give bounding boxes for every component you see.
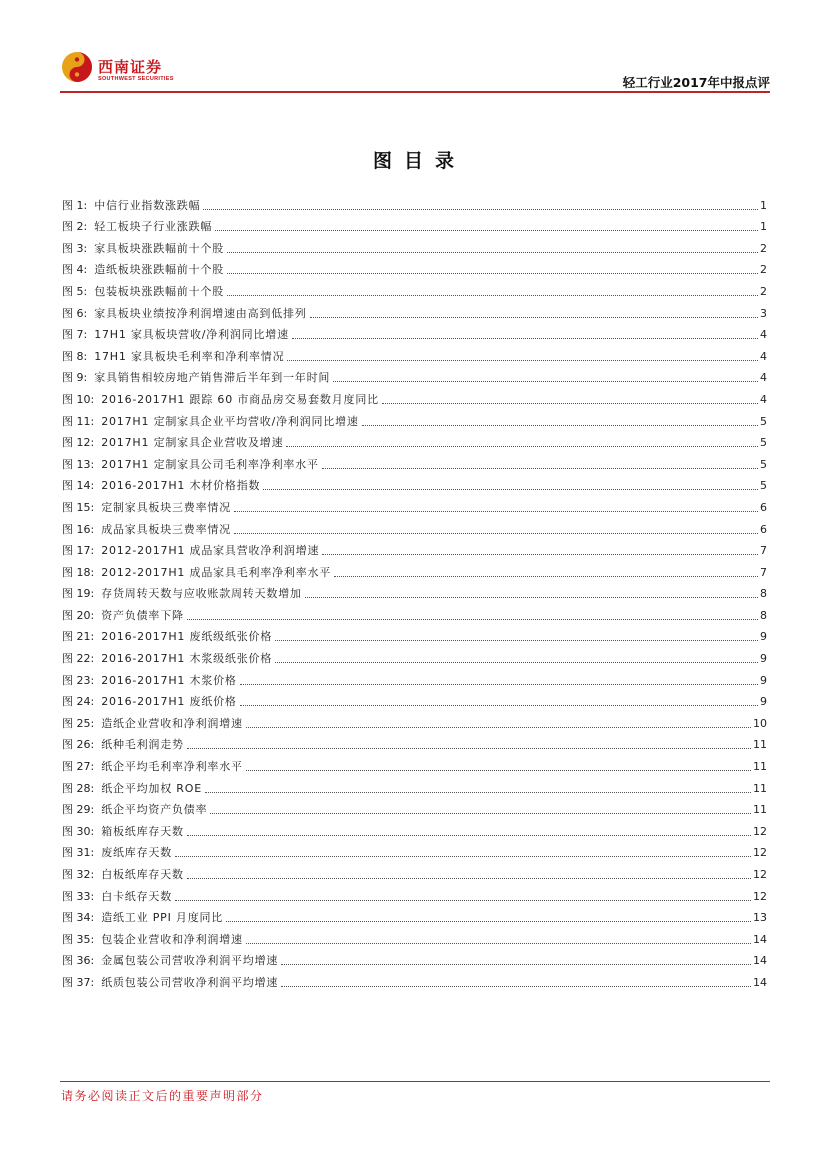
- toc-entry-text: 家具板块业绩按净利润增速由高到低排列: [94, 306, 307, 320]
- footer-divider: [60, 1081, 770, 1082]
- toc-dot-leader: [227, 272, 758, 274]
- toc-entry[interactable]: [62, 580, 767, 602]
- toc-entry-text: 定制家具板块三费率情况: [101, 500, 232, 514]
- toc-entry[interactable]: [62, 947, 767, 969]
- logo-english-name: SOUTHWEST SECURITIES: [98, 76, 174, 82]
- toc-entry[interactable]: [62, 515, 767, 537]
- toc-entry[interactable]: [62, 472, 767, 494]
- toc-entry-page: 4: [760, 328, 767, 342]
- toc-dot-leader: [234, 510, 758, 512]
- toc-entry[interactable]: [62, 752, 767, 774]
- toc-entry[interactable]: [62, 299, 767, 321]
- toc-dot-leader: [187, 877, 751, 879]
- header-divider: [60, 91, 770, 93]
- logo-chinese-name: 西南证券: [98, 58, 163, 76]
- toc-entry-text: 家具销售相较房地产销售滞后半年到一年时间: [94, 371, 331, 385]
- toc-entry-page: 6: [760, 500, 767, 514]
- toc-entry-label: 图 36:: [62, 954, 95, 968]
- toc-entry-text: 纸质包装公司营收净利润平均增速: [101, 975, 279, 989]
- toc-dot-leader: [292, 337, 758, 339]
- toc-entry-page: 5: [760, 479, 767, 493]
- toc-entry-label: 图 21:: [62, 630, 95, 644]
- toc-dot-leader: [203, 208, 758, 210]
- toc-entry-label: 图 17:: [62, 544, 95, 558]
- toc-entry-text: 2016-2017H1 木浆级纸张价格: [101, 652, 273, 666]
- toc-entry-page: 12: [753, 824, 767, 838]
- toc-entry-page: 7: [760, 544, 767, 558]
- toc-entry-text: 纸企平均资产负债率: [101, 803, 208, 817]
- toc-entry-label: 图 37:: [62, 975, 95, 989]
- toc-dot-leader: [275, 639, 758, 641]
- toc-dot-leader: [382, 402, 758, 404]
- toc-entry-text: 包装板块涨跌幅前十个股: [94, 284, 225, 298]
- toc-dot-leader: [362, 424, 758, 426]
- toc-entry-label: 图 10:: [62, 392, 95, 406]
- toc-entry-text: 2016-2017H1 跟踪 60 市商品房交易套数月度同比: [101, 392, 379, 406]
- toc-entry-text: 白卡纸存天数: [101, 889, 173, 903]
- toc-entry-text: 2016-2017H1 木浆价格: [101, 673, 237, 687]
- toc-entry-page: 11: [753, 803, 767, 817]
- toc-entry-text: 17H1 家具板块营收/净利润同比增速: [94, 328, 289, 342]
- toc-dot-leader: [281, 985, 751, 987]
- toc-entry-text: 2016-2017H1 废纸价格: [101, 695, 237, 709]
- toc-dot-leader: [246, 769, 751, 771]
- toc-entry-label: 图 34:: [62, 911, 95, 925]
- toc-entry-page: 9: [760, 673, 767, 687]
- toc-entry[interactable]: [62, 601, 767, 623]
- toc-entry[interactable]: [62, 364, 767, 386]
- toc-entry[interactable]: [62, 450, 767, 472]
- toc-entry-text: 2012-2017H1 成品家具营收净利润增速: [101, 544, 320, 558]
- toc-entry-page: 8: [760, 587, 767, 601]
- toc-dot-leader: [305, 596, 758, 598]
- toc-entry-text: 2017H1 定制家具企业平均营收/净利润同比增速: [101, 414, 359, 428]
- toc-dot-leader: [215, 229, 758, 231]
- toc-entry-page: 14: [753, 954, 767, 968]
- toc-entry[interactable]: [62, 688, 767, 710]
- toc-entry-page: 5: [760, 414, 767, 428]
- toc-entry-page: 11: [753, 738, 767, 752]
- toc-entry-label: 图 12:: [62, 436, 95, 450]
- toc-dot-leader: [240, 704, 758, 706]
- toc-entry-text: 存货周转天数与应收账款周转天数增加: [101, 587, 302, 601]
- toc-entry-text: 成品家具板块三费率情况: [101, 522, 232, 536]
- toc-dot-leader: [187, 834, 751, 836]
- toc-entry-text: 箱板纸库存天数: [101, 824, 184, 838]
- toc-entry-text: 家具板块涨跌幅前十个股: [94, 241, 225, 255]
- toc-entry-page: 9: [760, 695, 767, 709]
- toc-entry[interactable]: [62, 623, 767, 645]
- toc-entry[interactable]: [62, 321, 767, 343]
- toc-dot-leader: [187, 747, 751, 749]
- toc-entry[interactable]: [62, 234, 767, 256]
- toc-dot-leader: [227, 294, 758, 296]
- toc-entry-page: 4: [760, 371, 767, 385]
- toc-entry[interactable]: [62, 968, 767, 990]
- toc-entry-label: 图 6:: [62, 306, 88, 320]
- toc-entry-page: 7: [760, 565, 767, 579]
- toc-dot-leader: [333, 380, 758, 382]
- toc-entry-text: 2016-2017H1 废纸级纸张价格: [101, 630, 273, 644]
- toc-entry-page: 1: [760, 220, 767, 234]
- toc-entry-label: 图 3:: [62, 241, 88, 255]
- toc-entry-page: 5: [760, 436, 767, 450]
- disclaimer-note: 请务必阅读正文后的重要声明部分: [61, 1089, 264, 1103]
- toc-entry-text: 纸种毛利润走势: [101, 738, 184, 752]
- toc-entry-page: 6: [760, 522, 767, 536]
- toc-entry-page: 2: [760, 263, 767, 277]
- toc-entry-label: 图 20:: [62, 608, 95, 622]
- company-logo: [60, 50, 190, 88]
- toc-entry-label: 图 7:: [62, 328, 88, 342]
- toc-dot-leader: [234, 532, 758, 534]
- toc-entry-page: 2: [760, 284, 767, 298]
- toc-entry[interactable]: [62, 429, 767, 451]
- toc-entry-label: 图 4:: [62, 263, 88, 277]
- toc-entry-label: 图 28:: [62, 781, 95, 795]
- toc-entry[interactable]: [62, 213, 767, 235]
- toc-title: 图目录: [372, 150, 466, 172]
- toc-entry[interactable]: [62, 256, 767, 278]
- toc-entry-page: 13: [753, 911, 767, 925]
- toc-entry-page: 3: [760, 306, 767, 320]
- toc-dot-leader: [210, 812, 751, 814]
- toc-entry[interactable]: [62, 666, 767, 688]
- toc-entry-page: 5: [760, 457, 767, 471]
- toc-entry-text: 轻工板块子行业涨跌幅: [94, 220, 213, 234]
- toc-entry-page: 12: [753, 889, 767, 903]
- toc-entry-text: 废纸库存天数: [101, 846, 173, 860]
- toc-entry-page: 9: [760, 630, 767, 644]
- toc-entry-label: 图 26:: [62, 738, 95, 752]
- toc-entry-text: 2012-2017H1 成品家具毛利率净利率水平: [101, 565, 332, 579]
- toc-entry-label: 图 11:: [62, 414, 95, 428]
- logo-emblem-icon: [60, 50, 94, 84]
- toc-entry-text: 17H1 家具板块毛利率和净利率情况: [94, 349, 285, 363]
- toc-entry-label: 图 35:: [62, 932, 95, 946]
- toc-dot-leader: [287, 359, 758, 361]
- toc-entry-label: 图 24:: [62, 695, 95, 709]
- toc-entry-page: 8: [760, 608, 767, 622]
- toc-entry-label: 图 18:: [62, 565, 95, 579]
- toc-dot-leader: [334, 575, 758, 577]
- toc-entry[interactable]: [62, 277, 767, 299]
- toc-entry-label: 图 2:: [62, 220, 88, 234]
- toc-entry[interactable]: [62, 407, 767, 429]
- toc-entry-label: 图 5:: [62, 284, 88, 298]
- toc-entry[interactable]: [62, 342, 767, 364]
- toc-entry-label: 图 25:: [62, 716, 95, 730]
- toc-entry-label: 图 8:: [62, 349, 88, 363]
- toc-entry[interactable]: [62, 709, 767, 731]
- toc-entry-text: 纸企平均毛利率净利率水平: [101, 760, 243, 774]
- toc-dot-leader: [322, 553, 758, 555]
- toc-dot-leader: [227, 251, 758, 253]
- toc-dot-leader: [205, 791, 751, 793]
- toc-entry-label: 图 32:: [62, 868, 95, 881]
- toc-entry[interactable]: [62, 558, 767, 580]
- toc-entry-text: 中信行业指数涨跌幅: [94, 198, 201, 212]
- toc-entry-text: 2016-2017H1 木材价格指数: [101, 479, 261, 493]
- toc-dot-leader: [240, 683, 758, 685]
- report-title: 轻工行业2017年中报点评: [622, 75, 770, 90]
- toc-dot-leader: [275, 661, 758, 663]
- toc-dot-leader: [226, 920, 751, 922]
- toc-entry-page: 2: [760, 241, 767, 255]
- toc-entry-page: 4: [760, 392, 767, 406]
- toc-entry-label: 图 22:: [62, 652, 95, 666]
- toc-entry-page: 14: [753, 975, 767, 989]
- toc-dot-leader: [246, 726, 751, 728]
- toc-entry-text: 造纸板块涨跌幅前十个股: [94, 263, 225, 277]
- toc-entry-label: 图 9:: [62, 371, 88, 385]
- toc-entry-page: 10: [753, 716, 767, 730]
- toc-entry[interactable]: [62, 537, 767, 559]
- toc-entry-page: 12: [753, 846, 767, 860]
- toc-dot-leader: [310, 316, 758, 318]
- toc-entry-label: 图 23:: [62, 673, 95, 687]
- toc-entry-text: 金属包装公司营收净利润平均增速: [101, 954, 279, 968]
- toc-entry-label: 图 27:: [62, 760, 95, 774]
- toc-entry[interactable]: [62, 191, 767, 213]
- toc-entry-page: 11: [753, 760, 767, 774]
- toc-entry[interactable]: [62, 774, 767, 796]
- toc-entry-label: 图 13:: [62, 457, 95, 471]
- toc-entry[interactable]: [62, 796, 767, 818]
- toc-entry-text: 2017H1 定制家具企业营收及增速: [101, 436, 284, 450]
- toc-entry-text: 2017H1 定制家具公司毛利率净利率水平: [101, 457, 319, 471]
- toc-entry-label: 图 1:: [62, 198, 88, 212]
- page-header: [60, 48, 770, 92]
- toc-dot-leader: [286, 445, 758, 447]
- toc-dot-leader: [175, 899, 751, 901]
- toc-entry-label: 图 16:: [62, 522, 95, 536]
- toc-entry[interactable]: [62, 385, 767, 407]
- toc-entry-label: 图 19:: [62, 587, 95, 601]
- toc-entry-label: 图 14:: [62, 479, 95, 493]
- toc-entry[interactable]: [62, 644, 767, 666]
- toc-entry[interactable]: [62, 904, 767, 926]
- toc-entry-page: 14: [753, 932, 767, 946]
- toc-entry[interactable]: [62, 817, 767, 839]
- toc-entry-text: 造纸工业 PPI 月度同比: [101, 911, 224, 925]
- toc-entry-label: 图 31:: [62, 846, 95, 860]
- toc-dot-leader: [322, 467, 758, 469]
- toc-entry-page: 12: [753, 868, 767, 881]
- toc-entry-text: 白板纸库存天数: [101, 868, 184, 881]
- toc-dot-leader: [187, 618, 758, 620]
- toc-entry-label: 图 15:: [62, 500, 95, 514]
- toc-entry-label: 图 30:: [62, 824, 95, 838]
- toc-entry[interactable]: [62, 731, 767, 753]
- toc-entry-label: 图 29:: [62, 803, 95, 817]
- toc-entry-page: 11: [753, 781, 767, 795]
- toc-entry-text: 包装企业营收和净利润增速: [101, 932, 243, 946]
- toc-dot-leader: [175, 855, 751, 857]
- table-of-figures: [62, 191, 767, 990]
- toc-entry[interactable]: [62, 925, 767, 947]
- toc-dot-leader: [263, 488, 758, 490]
- toc-entry-page: 9: [760, 652, 767, 666]
- toc-entry[interactable]: [62, 882, 767, 904]
- toc-entry[interactable]: [62, 493, 767, 515]
- toc-entry-text: 纸企平均加权 ROE: [101, 781, 202, 795]
- toc-entry[interactable]: [62, 860, 767, 882]
- toc-entry-page: 1: [760, 198, 767, 212]
- toc-entry-text: 造纸企业营收和净利润增速: [101, 716, 243, 730]
- toc-entry[interactable]: [62, 839, 767, 861]
- toc-entry-page: 4: [760, 349, 767, 363]
- toc-dot-leader: [246, 942, 751, 944]
- toc-dot-leader: [281, 963, 751, 965]
- toc-entry-text: 资产负债率下降: [101, 608, 184, 622]
- toc-entry-label: 图 33:: [62, 889, 95, 903]
